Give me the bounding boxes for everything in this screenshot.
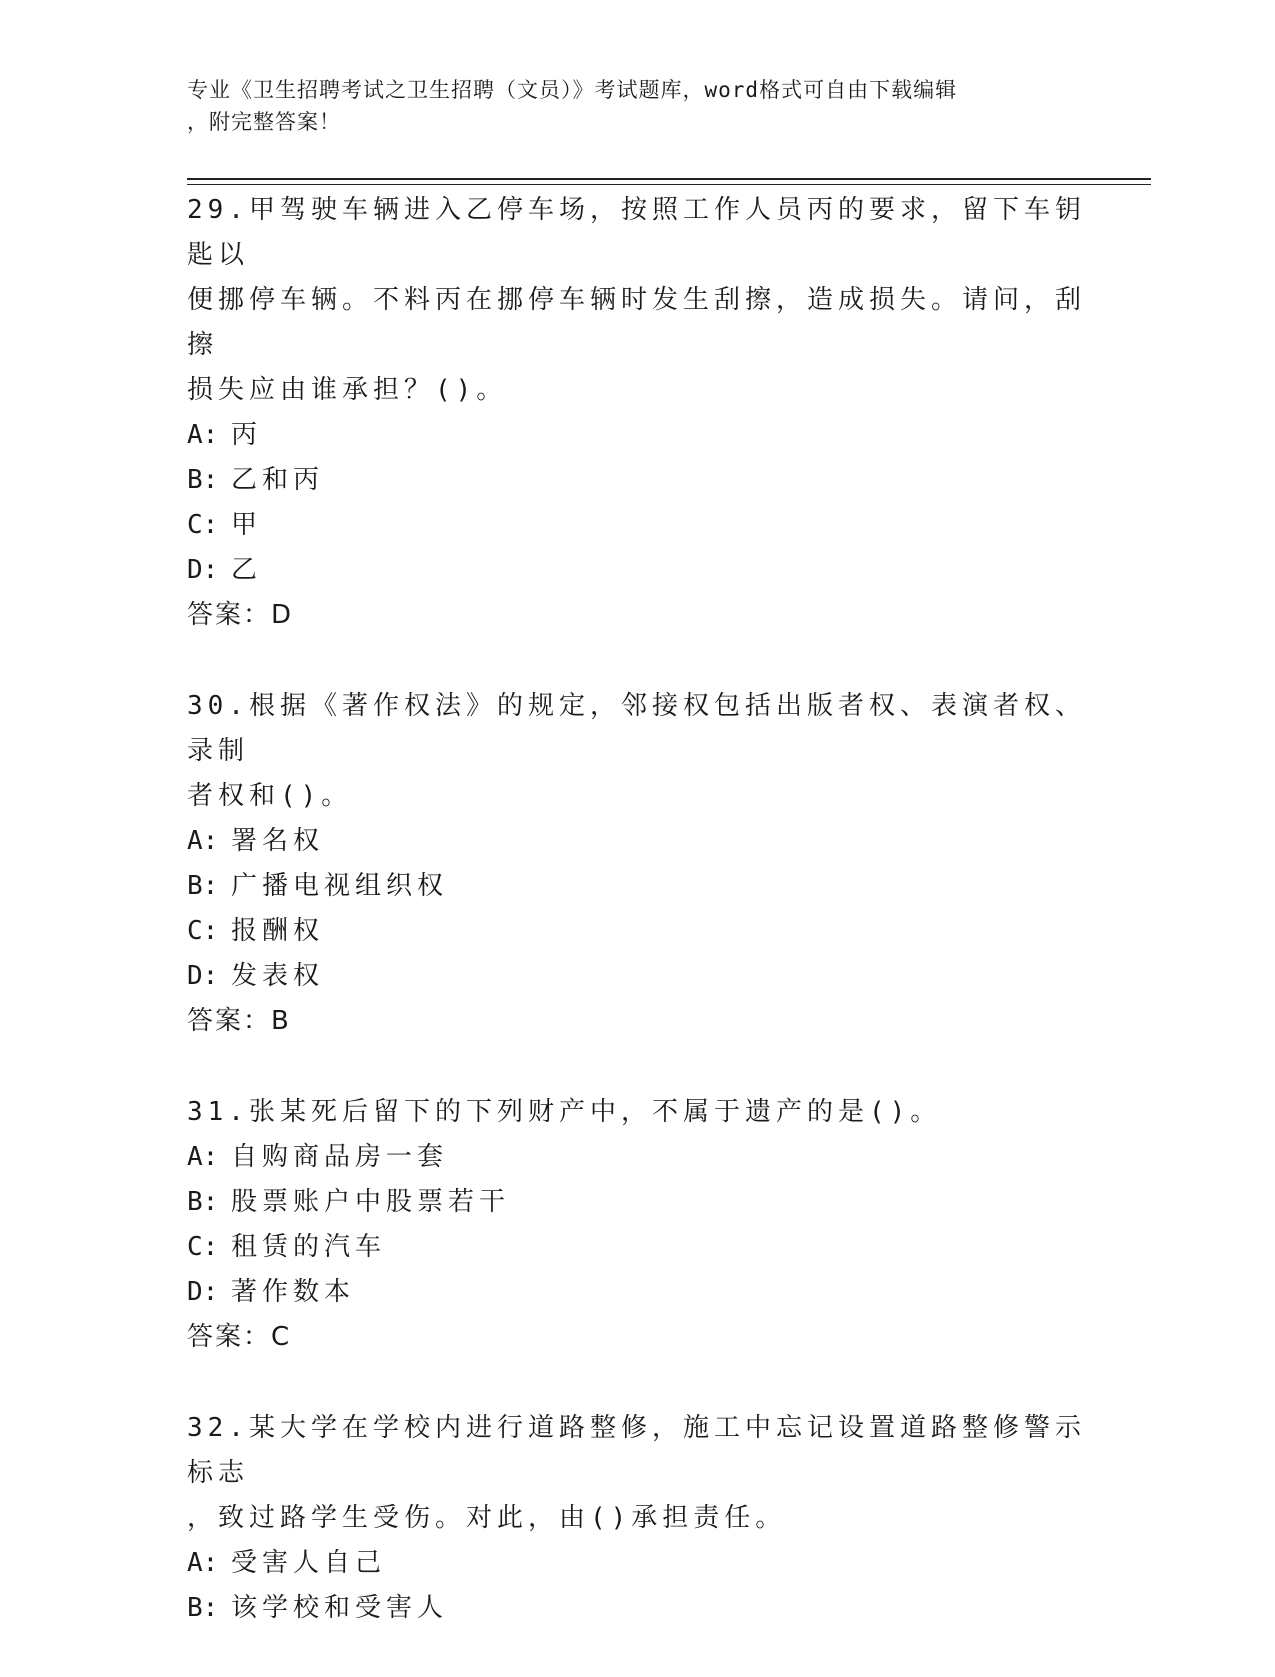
option-text: 丙 — [231, 420, 263, 450]
option-text: 署名权 — [231, 826, 325, 856]
option-d — [187, 1270, 1107, 1315]
option-d — [187, 954, 1107, 999]
question-31 — [187, 1090, 1107, 1360]
option-c — [187, 909, 1107, 954]
question-29 — [187, 188, 1107, 638]
option-a — [187, 1135, 1107, 1180]
option-text: 股票账户中股票若干 — [231, 1187, 511, 1217]
option-letter: C: — [187, 1232, 219, 1262]
option-text: 该学校和受害人 — [231, 1593, 449, 1623]
option-letter: A: — [187, 1548, 219, 1578]
option-c — [187, 1225, 1107, 1270]
question-30 — [187, 684, 1107, 1044]
option-text: 著作数本 — [231, 1277, 356, 1307]
question-32 — [187, 1406, 1107, 1631]
option-letter: A: — [187, 1142, 219, 1172]
option-text: 自购商品房一套 — [231, 1142, 449, 1172]
option-letter: B: — [187, 1593, 219, 1623]
option-text: 乙 — [231, 555, 263, 585]
option-letter: A: — [187, 420, 219, 450]
header-divider-thick — [187, 178, 1151, 180]
option-letter: C: — [187, 510, 219, 540]
question-stem-line: 损失应由谁承担？()。 — [187, 375, 508, 405]
question-stem-line: 29.甲驾驶车辆进入乙停车场，按照工作人员丙的要求，留下车钥匙以 — [187, 195, 1086, 270]
option-letter: D: — [187, 1277, 219, 1307]
question-list — [187, 188, 1107, 1677]
question-stem-line: 31.张某死后留下的下列财产中，不属于遗产的是()。 — [187, 1097, 942, 1127]
question-stem-line: 者权和()。 — [187, 781, 353, 811]
question-stem-line: 便挪停车辆。不料丙在挪停车辆时发生刮擦，造成损失。请问，刮擦 — [187, 285, 1087, 360]
option-letter: B: — [187, 871, 219, 901]
question-stem-line: 30.根据《著作权法》的规定，邻接权包括出版者权、表演者权、录制 — [187, 691, 1086, 766]
option-text: 发表权 — [231, 961, 325, 991]
option-b — [187, 1586, 1107, 1631]
answer-line: 答案：D — [187, 600, 294, 630]
option-letter: C: — [187, 916, 219, 946]
option-b — [187, 1180, 1107, 1225]
document-header — [187, 74, 1067, 138]
option-text: 租赁的汽车 — [231, 1232, 387, 1262]
option-d — [187, 548, 1107, 593]
option-a — [187, 819, 1107, 864]
answer-line: 答案：C — [187, 1322, 292, 1352]
option-letter: D: — [187, 961, 219, 991]
option-a — [187, 1541, 1107, 1586]
option-letter: B: — [187, 1187, 219, 1217]
answer-line: 答案：B — [187, 1006, 291, 1036]
option-b — [187, 458, 1107, 503]
question-stem-line: ，致过路学生受伤。对此，由()承担责任。 — [187, 1503, 787, 1533]
option-letter: B: — [187, 465, 219, 495]
header-line-2: ，附完整答案！ — [187, 110, 341, 134]
question-stem-line: 32.某大学在学校内进行道路整修，施工中忘记设置道路整修警示标志 — [187, 1413, 1086, 1488]
header-line-1: 专业《卫生招聘考试之卫生招聘（文员）》考试题库，word格式可自由下载编辑 — [187, 78, 958, 102]
option-a — [187, 413, 1107, 458]
option-text: 广播电视组织权 — [231, 871, 449, 901]
option-text: 受害人自己 — [231, 1548, 387, 1578]
option-c — [187, 503, 1107, 548]
header-divider-thin — [187, 184, 1151, 185]
option-b — [187, 864, 1107, 909]
option-letter: A: — [187, 826, 219, 856]
option-text: 报酬权 — [231, 916, 325, 946]
option-text: 甲 — [231, 510, 263, 540]
option-text: 乙和丙 — [231, 465, 325, 495]
option-letter: D: — [187, 555, 219, 585]
